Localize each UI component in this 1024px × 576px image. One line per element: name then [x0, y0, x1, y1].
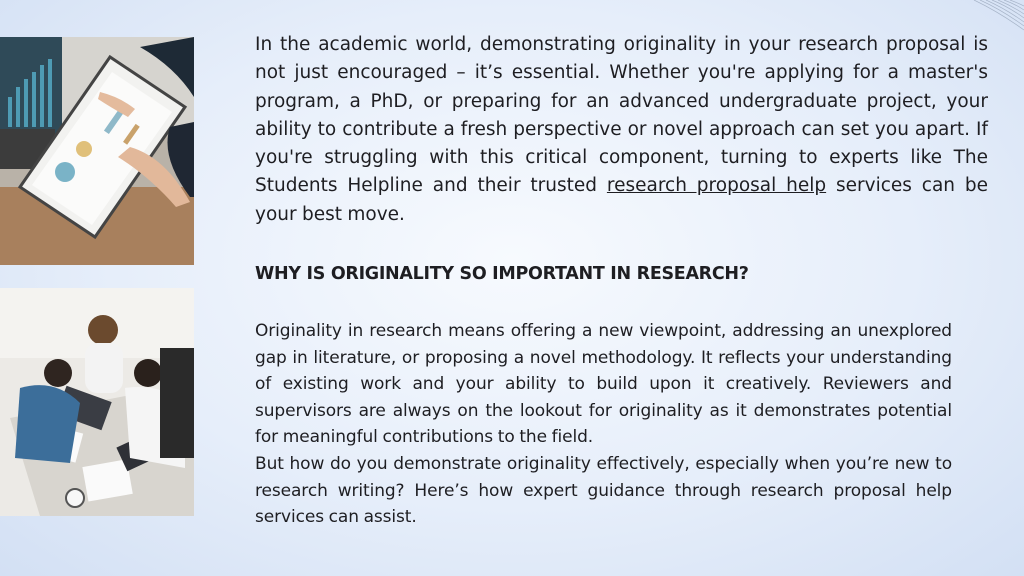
intro-text-end: services can be your best move. — [255, 175, 989, 225]
body-text — [255, 318, 952, 531]
research-proposal-help-link[interactable]: research proposal help — [606, 175, 827, 197]
photo-team-meeting — [0, 288, 194, 516]
guidance-paragraph: But how do you demonstrate originality effectively, especially when you’re new to research writing? Here’s how expert guidance through research proposal help services can assist. — [255, 453, 952, 528]
intro-text-start: In the academic world, demonstrating originality in your research proposal is not just encouraged – it’s essential. Whether you're applying for a master's program, a PhD, or preparing for an advanced undergraduate project, your ability to contribute a fresh perspective or novel approach can set you apart. If you're struggling with this critical component, turning to experts like The Students Helpline and their trusted — [255, 34, 988, 197]
section-heading: WHY IS ORIGINALITY SO IMPORTANT IN RESEARCH? — [255, 264, 749, 284]
intro-paragraph — [255, 31, 988, 229]
photo-business-charts — [0, 37, 194, 265]
originality-paragraph: Originality in research means offering a new viewpoint, addressing an unexplored gap in literature, or proposing a novel methodology. It reflects your understanding of existing work and your ability to build upon it creatively. Reviewers and supervisors are always on the lookout for originality as it demonstrates potential for meaningful contributions to the field. — [255, 321, 952, 448]
